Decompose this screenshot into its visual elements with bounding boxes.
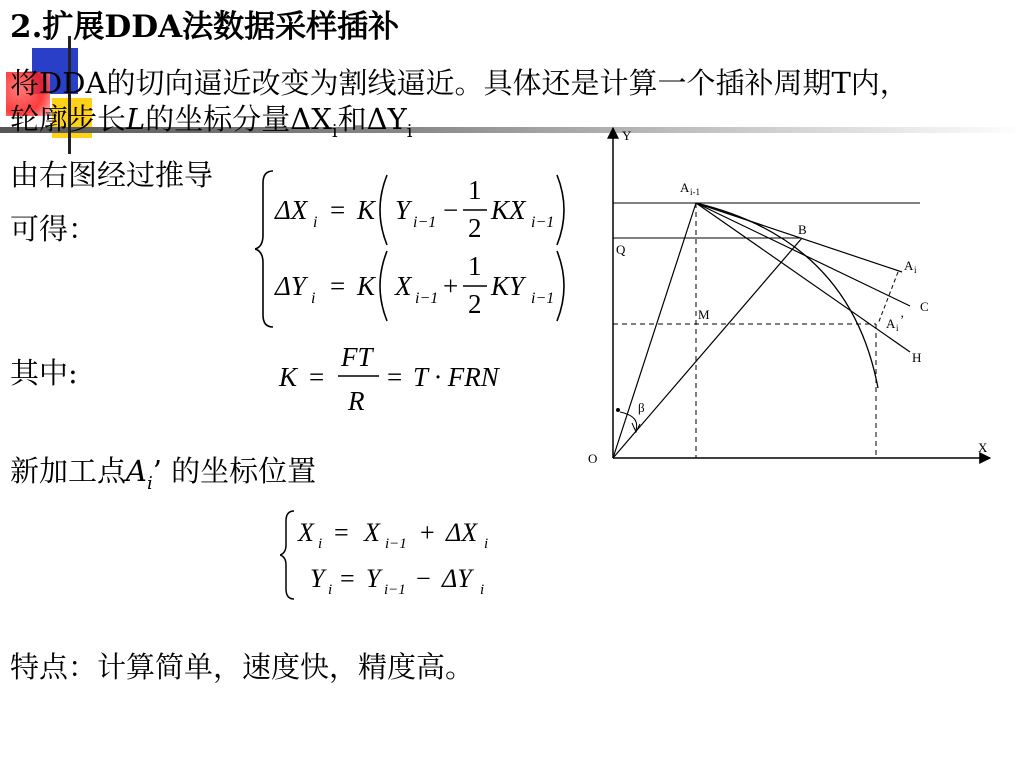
f1-two: 2 [468,213,482,243]
f1-K: K [357,195,376,225]
new-point-line [10,454,316,501]
label-axis-x: X [978,440,988,455]
f1-KY-sub: i−1 [531,290,555,307]
f1-eq: = [330,195,346,225]
f2-eq: = [309,362,325,392]
f1-dy: ΔY [275,271,306,301]
label-A-prev: A [680,180,690,195]
label-M: M [698,307,710,322]
var-A-prime: ’ [152,454,162,488]
f1-X: X [395,271,412,301]
f3-X: X [364,518,380,547]
f1-plus: + [443,271,459,301]
f3-dX: ΔX [446,518,478,547]
f1-dy-sub: i [311,290,316,307]
f1-dx-sub: i [313,214,318,231]
slide-title: 2.扩展DDA法数据采样插补 [10,9,400,45]
f1-KY: KY [491,271,525,301]
f1-K2: K [357,271,376,301]
f1-one2: 1 [468,251,482,281]
feature-line: 特点：计算简单，速度快，精度高。 [10,650,475,684]
label-Q: Q [616,242,626,257]
f1-Y-sub: i−1 [413,214,437,231]
f3-dY: ΔY [442,564,472,593]
f1-X-sub: i−1 [415,290,439,307]
sub-i-2: i [406,121,413,142]
label-C: C [920,299,929,314]
intro-line-2 [10,102,413,149]
f3-dX-sub: i [484,536,489,552]
derive-line-2: 可得： [10,212,98,246]
f1-minus: − [443,195,459,225]
label-A-i: A [904,258,914,273]
f3-Yi: Y [310,564,325,593]
var-L: L [126,102,146,136]
label-A-i-sub: i [914,265,917,275]
f3-Y-sub: i−1 [384,582,406,598]
new-point-suffix: 的坐标位置 [161,454,317,488]
geometry-diagram [580,120,1000,470]
f2-rhs: T · FRN [413,362,499,392]
f2-R: R [348,386,365,416]
label-A-i-prime-mark: ’ [900,312,905,327]
var-A: A [126,454,147,488]
f3-minus: − [416,564,431,593]
new-point-prefix: 新加工点 [10,454,127,488]
f1-dx: ΔX [275,195,308,225]
intro-line-2-mid: 的坐标分量ΔX [145,102,332,136]
f3-Xi-sub: i [318,536,323,552]
intro-line-2-and: 和ΔY [337,102,407,136]
f1-KX: KX [491,195,526,225]
label-H: H [912,350,922,365]
derive-line-1: 由右图经过推导 [10,158,214,192]
f3-eq2: = [340,564,355,593]
f2-FT: FT [341,342,373,372]
formula-new-coords [280,505,520,605]
f1-one: 1 [468,175,482,205]
intro-line-2-prefix: 轮廓步长 [10,102,127,136]
f1-KX-sub: i−1 [531,214,555,231]
intro-line-1: 将DDA的切向逼近改变为割线逼近。具体还是计算一个插补周期T内， [10,66,909,100]
label-B: B [798,222,807,237]
label-A-prev-sub: i-1 [690,187,700,197]
label-origin: O [588,451,598,466]
f3-dY-sub: i [480,582,485,598]
formula-delta-system [255,165,585,335]
f3-X-sub: i−1 [385,536,407,552]
f2-eq2: = [387,362,403,392]
label-beta: β [638,400,645,415]
formula-K [275,340,525,420]
f3-Xi: X [298,518,314,547]
f3-Yi-sub: i [328,582,333,598]
f1-two2: 2 [468,289,482,319]
sub-i-1: i [331,121,338,142]
f3-plus: + [420,518,435,547]
f1-Y: Y [395,195,411,225]
label-A-i-prime-sub: i [896,323,899,333]
f3-Y: Y [366,564,381,593]
label-A-i-prime: A [886,316,896,331]
var-A-sub: i [146,473,153,494]
qizhong-label: 其中: [10,356,78,390]
label-axis-y: Y [622,128,632,143]
f3-eq1: = [334,518,349,547]
f2-K: K [279,362,298,392]
f1-eq2: = [330,271,346,301]
